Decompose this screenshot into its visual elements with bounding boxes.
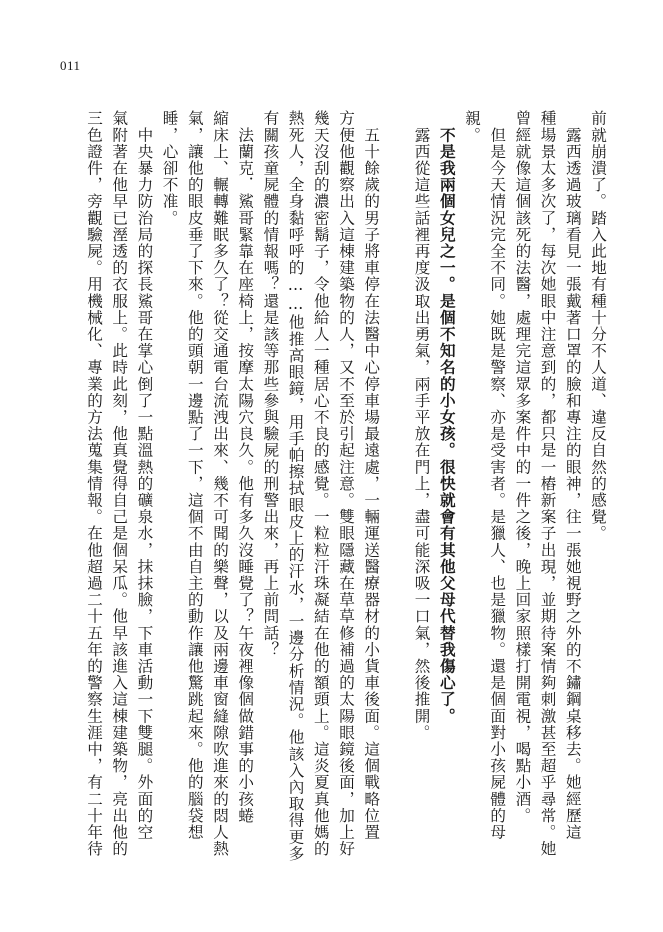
text-column: 法蘭克．鯊哥緊靠在座椅上，按摩太陽穴良久。他有多久沒睡覺了？午夜裡像個做錯事的小孩蜷 [236,110,255,824]
text-column: 但是今天情況完全不同。她既是警察、亦是受害者。是獵人、也是獵物。還是個面對小孩屍體的母 [488,110,507,841]
text-column: 縮床上、輾轉難眠多久了？從交通電台流洩出來、幾不可聞的樂聲，以及兩邊車窗縫隙吹進來的悶人熱 [211,110,229,857]
text-column: 曾經就像這個該死的法醫，處理完這眾多案件中的一件之後，晚上回家照樣打開電視，喝點小酒。 [513,110,532,824]
text-column: 親。 [463,110,481,144]
text-column: 種場景太多次了，每次她眼中注意到的，都只是一樁新案子出現，並期待案情夠刺激甚至超乎尋常。她 [538,110,557,857]
text-column: 中央暴力防治局的探長鯊哥在掌心倒了一點溫熱的礦泉水，抹抹臉，下車活動一下雙腿。外面的空 [135,110,154,841]
text-column: 氣，讓他的眼皮垂了下來。他的頭朝一邊點了一下，這個不由自主的動作讓他驚跳起來。他的腦袋想 [185,110,204,841]
text-column: 氣附著在他早已溼透的衣服上。此時此刻，他真覺得自己是個呆瓜。他早該進入這棟建築物，亮出他的 [110,110,129,857]
text-column: 方便他觀察出入這棟建築物的人，又不至於引起注意。雙眼隱藏在草草修補過的太陽眼鏡後面，加上好 [337,110,355,857]
text-column: 五十餘歲的男子將車停在法醫中心停車場最遠處，一輛運送醫療器材的小貨車後面。這個戰略位置 [362,110,381,841]
text-column: 有關孩童屍體的情報嗎？還是該等那些參與驗屍的刑警出來，再上前問話？ [261,110,280,658]
text-column: 睡，心卻不准。 [160,110,179,227]
text-column: 前就崩潰了。踏入此地有種十分不人道、違反自然的感覺。 [589,110,607,542]
text-column: 露西從這些話裡再度汲取出勇氣，兩手平放在門上，盡可能深吸一口氣，然後推開。 [412,110,431,741]
text-column: 三色證件，旁觀驗屍。用機械化、專業的方法蒐集情報。在他超過二十五年的警察生涯中，有二十年待 [85,110,103,857]
page-number: 011 [60,58,81,73]
text-column: 露西透過玻璃看見一張戴著口罩的臉和專注的眼神，往一張她視野之外的不鏽鋼桌移去。她經歷這 [563,110,582,841]
text-column: 幾天沒刮的濃密鬍子，令他給人一種居心不良的感覺。一粒粒汗珠凝結在他的額頭上。這炎夏真他媽的 [311,110,330,857]
emphasized-text-column: 不是我兩個女兒之一。是個不知名的小女孩。很快就會有其他父母代替我傷心了。 [437,110,457,725]
text-column: 熱死人，全身黏呼呼的……他推高眼鏡，用手帕擦拭眼皮上的汗水，一邊分析情況。他該入內取得更多 [286,110,305,862]
blank-column [386,110,406,900]
